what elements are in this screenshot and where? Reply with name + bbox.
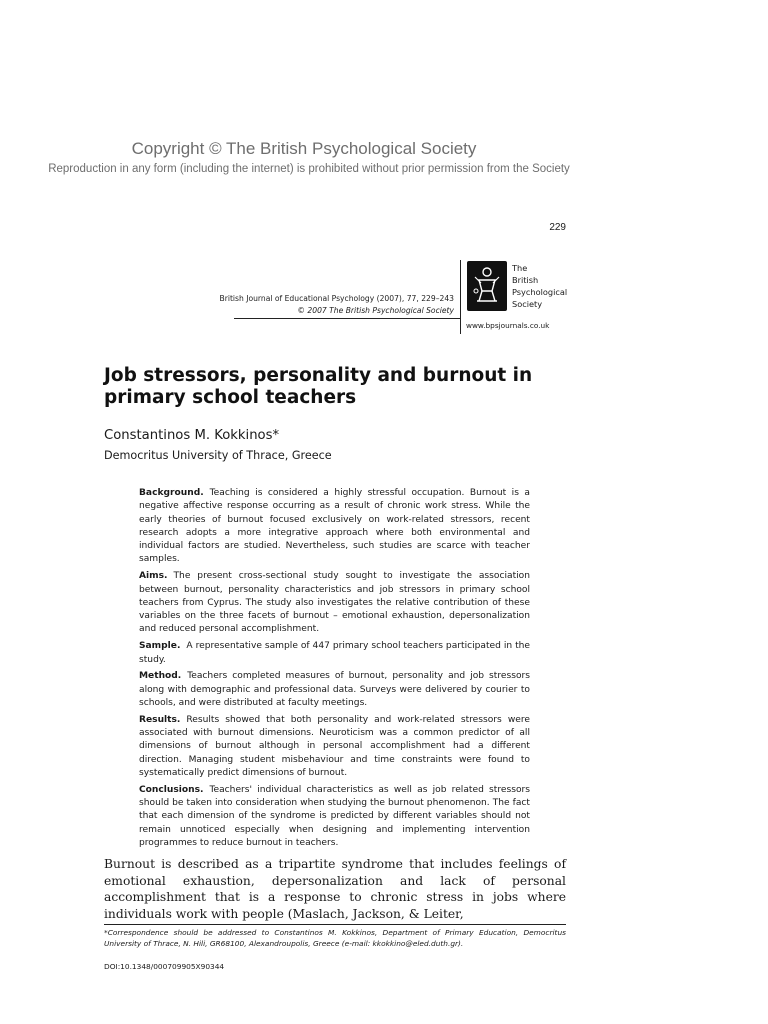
abstract-text: Teachers completed measures of burnout, personality and job stressors along with demographic and professional data. Surveys were delivered by courier to schools, and were distributed at faculty meetings.	[139, 671, 530, 708]
abstract-section	[139, 570, 530, 636]
abstract-heading: Results.	[139, 714, 181, 725]
abstract-heading: Sample.	[139, 641, 181, 652]
header-divider	[460, 260, 461, 334]
society-line: Society	[512, 299, 543, 309]
bps-logo-icon	[467, 261, 507, 311]
society-website[interactable]: www.bpsjournals.co.uk	[466, 321, 550, 330]
footnote-rule	[104, 924, 566, 925]
article-title: Job stressors, personality and burnout in primary school teachers	[104, 365, 533, 408]
abstract-text: Teaching is considered a highly stressful occupation. Burnout is a negative affective response occurring as a result of chronic work stress. While the early theories of burnout focused exclusively on work-related stressors, recent research adopts a more integrative approach where both environmental and individual factors are studied. Nevertheless, such studies are scarce with teacher samples.	[139, 488, 530, 565]
reproduction-notice: Reproduction in any form (including the internet) is prohibited without prior permission from the Society	[48, 163, 570, 175]
article-author: Constantinos M. Kokkinos*	[104, 428, 280, 443]
copyright-banner: Copyright © The British Psychological Society	[131, 139, 477, 158]
society-line: Psychological	[512, 287, 568, 297]
body-paragraph: Burnout is described as a tripartite syndrome that includes feelings of emotional exhaustion, depersonalization and lack of personal accomplishment that is a response to chronic stress in jobs where individuals work with people (Maslach, Jackson, & Leiter,	[104, 857, 566, 921]
correspondence-footnote: *Correspondence should be addressed to Constantinos M. Kokkinos, Department of Primary Education, Democritus University of Thrace, N. Hili, GR68100, Alexandroupolis, Greece (e-mail: kkokkino@eled.duth.gr).	[104, 928, 566, 948]
abstract-section	[139, 784, 530, 850]
abstract-heading: Background.	[139, 488, 204, 498]
journal-copyright: © 2007 The British Psychological Society	[297, 306, 454, 315]
page-number: 229	[549, 222, 566, 233]
doi: DOI:10.1348/000709905X90344	[104, 962, 225, 971]
abstract-section	[139, 640, 530, 667]
abstract-heading: Aims.	[139, 571, 168, 582]
abstract-section	[139, 670, 530, 710]
abstract-text: The present cross-sectional study sought to investigate the association between burnout, personality characteristics and job stressors in primary school teachers from Cyprus. The study also investigates the relative contribution of these variables on the three facets of burnout – emotional exhaustion, depersonalization and reduced personal accomplishment.	[139, 571, 530, 635]
society-line: The	[512, 263, 528, 273]
abstract	[139, 487, 530, 854]
journal-citation: British Journal of Educational Psychology (2007), 77, 229–243	[219, 294, 454, 303]
abstract-text: Results showed that both personality and work-related stressors were associated with burnout dimensions. Neuroticism was a common predictor of all dimensions of burnout although in personal accomplishment had a different direction. Managing student misbehaviour and time constraints were found to systematically predict dimensions of burnout.	[139, 714, 530, 778]
author-affiliation: Democritus University of Thrace, Greece	[104, 449, 332, 462]
abstract-text: Teachers' individual characteristics as well as job related stressors should be taken into consideration when studying the burnout phenomenon. The fact that each dimension of the syndrome is predicted by different variables should not remain unnoticed especially when designing and implementing intervention programmes to reduce burnout in teachers.	[139, 784, 530, 848]
abstract-text: A representative sample of 447 primary school teachers participated in the study.	[139, 641, 530, 665]
society-line: British	[512, 275, 539, 285]
header-rule	[234, 318, 460, 319]
abstract-heading: Conclusions.	[139, 784, 204, 795]
abstract-heading: Method.	[139, 671, 182, 682]
abstract-section	[139, 487, 530, 567]
society-name	[512, 262, 567, 310]
abstract-section	[139, 714, 530, 780]
